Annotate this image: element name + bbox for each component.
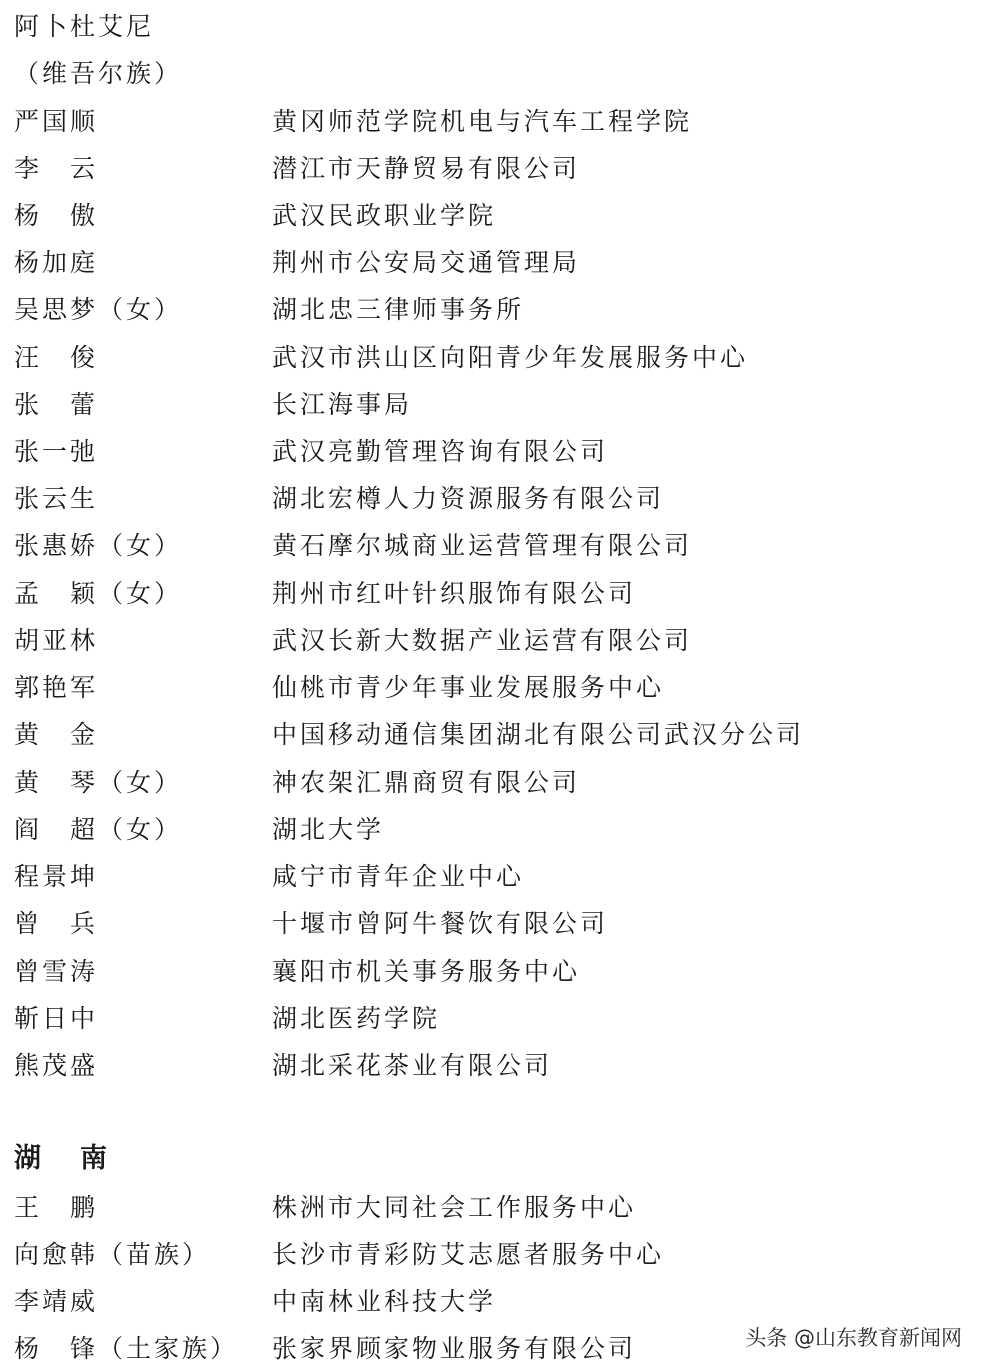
- person-name: 张 蕾: [14, 390, 99, 419]
- person-name: 曾 兵: [14, 909, 99, 938]
- person-name: 胡亚林: [14, 626, 99, 655]
- organization: 武汉亮勤管理咨询有限公司: [272, 437, 609, 466]
- person-name: 李靖威: [14, 1287, 99, 1316]
- organization: 湖北采花茶业有限公司: [272, 1051, 553, 1080]
- person-name: 阿卜杜艾尼: [14, 12, 155, 41]
- person-name: 程景坤: [14, 862, 99, 891]
- organization: 张家界顾家物业服务有限公司: [272, 1334, 637, 1363]
- person-name: 张惠娇（女）: [14, 531, 183, 560]
- person-name: 杨 傲: [14, 201, 99, 230]
- organization: 仙桃市青少年事业发展服务中心: [272, 673, 665, 702]
- section-heading-hunan: 湖 南: [14, 1143, 113, 1174]
- person-name: 张一弛: [14, 437, 99, 466]
- person-name: 向愈韩（苗族）: [14, 1240, 211, 1269]
- person-name: 孟 颖（女）: [14, 579, 183, 608]
- person-name: 靳日中: [14, 1004, 99, 1033]
- organization: 潜江市天静贸易有限公司: [272, 154, 581, 183]
- organization: 神农架汇鼎商贸有限公司: [272, 768, 581, 797]
- organization: 中国移动通信集团湖北有限公司武汉分公司: [272, 720, 805, 749]
- person-name: 曾雪涛: [14, 957, 99, 986]
- person-name: 王 鹏: [14, 1193, 99, 1222]
- organization: 武汉市洪山区向阳青少年发展服务中心: [272, 343, 749, 372]
- organization: 武汉民政职业学院: [272, 201, 497, 230]
- organization: 襄阳市机关事务服务中心: [272, 957, 581, 986]
- person-name: 黄 金: [14, 720, 99, 749]
- organization: 荆州市公安局交通管理局: [272, 248, 581, 277]
- organization: 株洲市大同社会工作服务中心: [272, 1193, 637, 1222]
- organization: 黄石摩尔城商业运营管理有限公司: [272, 531, 693, 560]
- organization: 湖北医药学院: [272, 1004, 441, 1033]
- person-name: （维吾尔族）: [14, 59, 183, 88]
- person-name: 熊茂盛: [14, 1051, 99, 1080]
- person-name: 汪 俊: [14, 343, 99, 372]
- person-name: 郭艳军: [14, 673, 99, 702]
- person-name: 黄 琴（女）: [14, 768, 183, 797]
- person-name: 吴思梦（女）: [14, 295, 183, 324]
- person-name: 张云生: [14, 484, 99, 513]
- person-name: 严国顺: [14, 107, 99, 136]
- source-watermark: 头条 @山东教育新闻网: [745, 1326, 962, 1350]
- organization: 十堰市曾阿牛餐饮有限公司: [272, 909, 609, 938]
- organization: 长沙市青彩防艾志愿者服务中心: [272, 1240, 665, 1269]
- organization: 武汉长新大数据产业运营有限公司: [272, 626, 693, 655]
- person-name: 杨 锋（土家族）: [14, 1334, 239, 1363]
- organization: 荆州市红叶针织服饰有限公司: [272, 579, 637, 608]
- person-name: 李 云: [14, 154, 99, 183]
- person-name: 杨加庭: [14, 248, 99, 277]
- organization: 长江海事局: [272, 390, 413, 419]
- organization: 湖北宏樽人力资源服务有限公司: [272, 484, 665, 513]
- organization: 湖北忠三律师事务所: [272, 295, 525, 324]
- organization: 中南林业科技大学: [272, 1287, 497, 1316]
- organization: 咸宁市青年企业中心: [272, 862, 525, 891]
- organization: 黄冈师范学院机电与汽车工程学院: [272, 107, 693, 136]
- organization: 湖北大学: [272, 815, 385, 844]
- person-name: 阎 超（女）: [14, 815, 183, 844]
